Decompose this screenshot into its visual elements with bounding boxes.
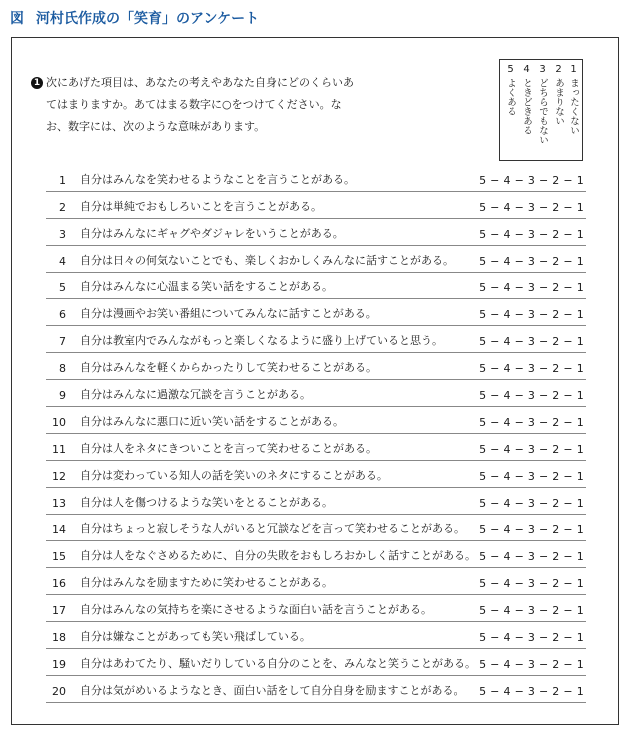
question-number: 1	[59, 173, 66, 187]
question-row	[46, 353, 586, 380]
question-text: 自分は日々の何気ないことでも、楽しくおかしくみんなに話すことがある。	[80, 253, 454, 267]
question-row	[46, 165, 586, 192]
question-row	[46, 488, 586, 515]
question-row	[46, 622, 586, 649]
question-row	[46, 273, 586, 300]
scale-legend-number: 2	[555, 64, 562, 75]
rating-scale[interactable]: 5 − 4 − 3 − 2 − 1	[479, 631, 584, 645]
rating-scale[interactable]: 5 − 4 − 3 − 2 − 1	[479, 684, 584, 698]
question-number: 20	[52, 684, 66, 698]
question-row	[46, 434, 586, 461]
question-text: 自分はみんなにギャグやダジャレをいうことがある。	[80, 226, 344, 240]
question-text: 自分はみんなを軽くからかったりして笑わせることがある。	[80, 361, 377, 375]
rating-scale[interactable]: 5 − 4 − 3 − 2 − 1	[479, 173, 584, 187]
scale-legend	[499, 59, 583, 161]
question-text: 自分はみんなの気持ちを楽にさせるような面白い話を言うことがある。	[80, 603, 432, 617]
rating-scale[interactable]: 5 − 4 − 3 − 2 − 1	[479, 254, 584, 268]
question-number: 5	[59, 281, 66, 295]
scale-legend-label: どちらでもない	[537, 78, 548, 145]
rating-scale[interactable]: 5 − 4 − 3 − 2 − 1	[479, 389, 584, 403]
rating-scale[interactable]: 5 − 4 − 3 − 2 − 1	[479, 577, 584, 591]
rating-scale[interactable]: 5 − 4 − 3 − 2 − 1	[479, 308, 584, 322]
question-number: 16	[52, 577, 66, 591]
question-text: 自分はみんなに心温まる笑い話をすることがある。	[80, 280, 333, 294]
figure-title: 河村氏作成の「笑育」のアンケート	[36, 11, 260, 27]
question-text: 自分は単純でおもしろいことを言うことがある。	[80, 199, 322, 213]
question-number: 10	[52, 415, 66, 429]
question-row	[46, 515, 586, 542]
question-text: 自分は気がめいるようなとき、面白い話をして自分自身を励ますことがある。	[80, 683, 465, 697]
rating-scale[interactable]: 5 − 4 − 3 − 2 − 1	[479, 362, 584, 376]
figure-header	[10, 8, 259, 28]
rating-scale[interactable]: 5 − 4 − 3 − 2 − 1	[479, 523, 584, 537]
question-row	[46, 649, 586, 676]
scale-legend-item	[504, 64, 517, 116]
question-number: 7	[59, 335, 66, 349]
question-number: 4	[59, 254, 66, 268]
scale-legend-label: ときどきある	[521, 78, 532, 135]
question-number: 6	[59, 308, 66, 322]
question-row	[46, 541, 586, 568]
question-number: 3	[59, 227, 66, 241]
question-row	[46, 326, 586, 353]
question-text: 自分はみんなに過激な冗談を言うことがある。	[80, 388, 311, 402]
question-number: 17	[52, 604, 66, 618]
question-row	[46, 299, 586, 326]
instructions	[33, 72, 356, 138]
rating-scale[interactable]: 5 − 4 − 3 − 2 − 1	[479, 496, 584, 510]
figure-label: 図	[10, 11, 24, 27]
question-number: 12	[52, 469, 66, 483]
scale-legend-label: よくある	[505, 78, 516, 116]
instruction-text: 次にあげた項目は、あなたの考えやあなた自身にどのくらいあてはまりますか。あてはまる数字に○をつけてください。なお、数字には、次のような意味があります。	[46, 76, 354, 133]
question-text: 自分はみんなを笑わせるようなことを言うことがある。	[80, 172, 355, 186]
rating-scale[interactable]: 5 − 4 − 3 − 2 − 1	[479, 657, 584, 671]
rating-scale[interactable]: 5 − 4 − 3 − 2 − 1	[479, 281, 584, 295]
scale-legend-item	[536, 64, 549, 145]
rating-scale[interactable]: 5 − 4 − 3 − 2 − 1	[479, 442, 584, 456]
question-text: 自分は人を傷つけるような笑いをとることがある。	[80, 495, 333, 509]
scale-legend-item	[520, 64, 533, 135]
instruction-number-badge: 1	[31, 77, 43, 89]
question-number: 2	[59, 200, 66, 214]
question-text: 自分は人をネタにきついことを言って笑わせることがある。	[80, 441, 377, 455]
rating-scale[interactable]: 5 − 4 − 3 − 2 − 1	[479, 335, 584, 349]
question-row	[46, 461, 586, 488]
question-number: 13	[52, 496, 66, 510]
question-text: 自分は変わっている知人の話を笑いのネタにすることがある。	[80, 468, 388, 482]
scale-legend-number: 1	[570, 64, 577, 75]
rating-scale[interactable]: 5 − 4 − 3 − 2 − 1	[479, 415, 584, 429]
question-number: 8	[59, 362, 66, 376]
scale-legend-item	[552, 64, 565, 126]
question-row	[46, 246, 586, 273]
question-number: 14	[52, 523, 66, 537]
question-row	[46, 568, 586, 595]
rating-scale[interactable]: 5 − 4 − 3 − 2 − 1	[479, 200, 584, 214]
question-row	[46, 192, 586, 219]
scale-legend-item	[567, 64, 580, 135]
question-row	[46, 676, 586, 703]
rating-scale[interactable]: 5 − 4 − 3 − 2 − 1	[479, 550, 584, 564]
question-row	[46, 407, 586, 434]
rating-scale[interactable]: 5 − 4 − 3 − 2 − 1	[479, 604, 584, 618]
question-list	[46, 165, 586, 703]
question-text: 自分は人をなぐさめるために、自分の失敗をおもしろおかしく話すことがある。	[80, 549, 476, 563]
question-text: 自分はあわてたり、騒いだりしている自分のことを、みんなと笑うことがある。	[80, 656, 476, 670]
scale-legend-number: 3	[539, 64, 546, 75]
question-text: 自分は教室内でみんながもっと楽しくなるように盛り上げていると思う。	[80, 334, 443, 348]
question-text: 自分はみんなに悪口に近い笑い話をすることがある。	[80, 414, 344, 428]
scale-legend-label: あまりない	[553, 78, 564, 126]
question-text: 自分はちょっと寂しそうな人がいると冗談などを言って笑わせることがある。	[80, 522, 465, 536]
question-text: 自分は嫌なことがあっても笑い飛ばしている。	[80, 630, 311, 644]
rating-scale[interactable]: 5 − 4 − 3 − 2 − 1	[479, 469, 584, 483]
question-row	[46, 380, 586, 407]
scale-legend-number: 4	[523, 64, 530, 75]
scale-legend-number: 5	[507, 64, 514, 75]
rating-scale[interactable]: 5 − 4 − 3 − 2 − 1	[479, 227, 584, 241]
question-number: 19	[52, 657, 66, 671]
question-number: 9	[59, 389, 66, 403]
question-number: 11	[52, 442, 66, 456]
question-number: 15	[52, 550, 66, 564]
scale-legend-label: まったくない	[568, 78, 579, 135]
question-row	[46, 219, 586, 246]
question-number: 18	[52, 631, 66, 645]
question-text: 自分はみんなを励ますために笑わせることがある。	[80, 576, 333, 590]
question-row	[46, 595, 586, 622]
question-text: 自分は漫画やお笑い番組についてみんなに話すことがある。	[80, 307, 377, 321]
